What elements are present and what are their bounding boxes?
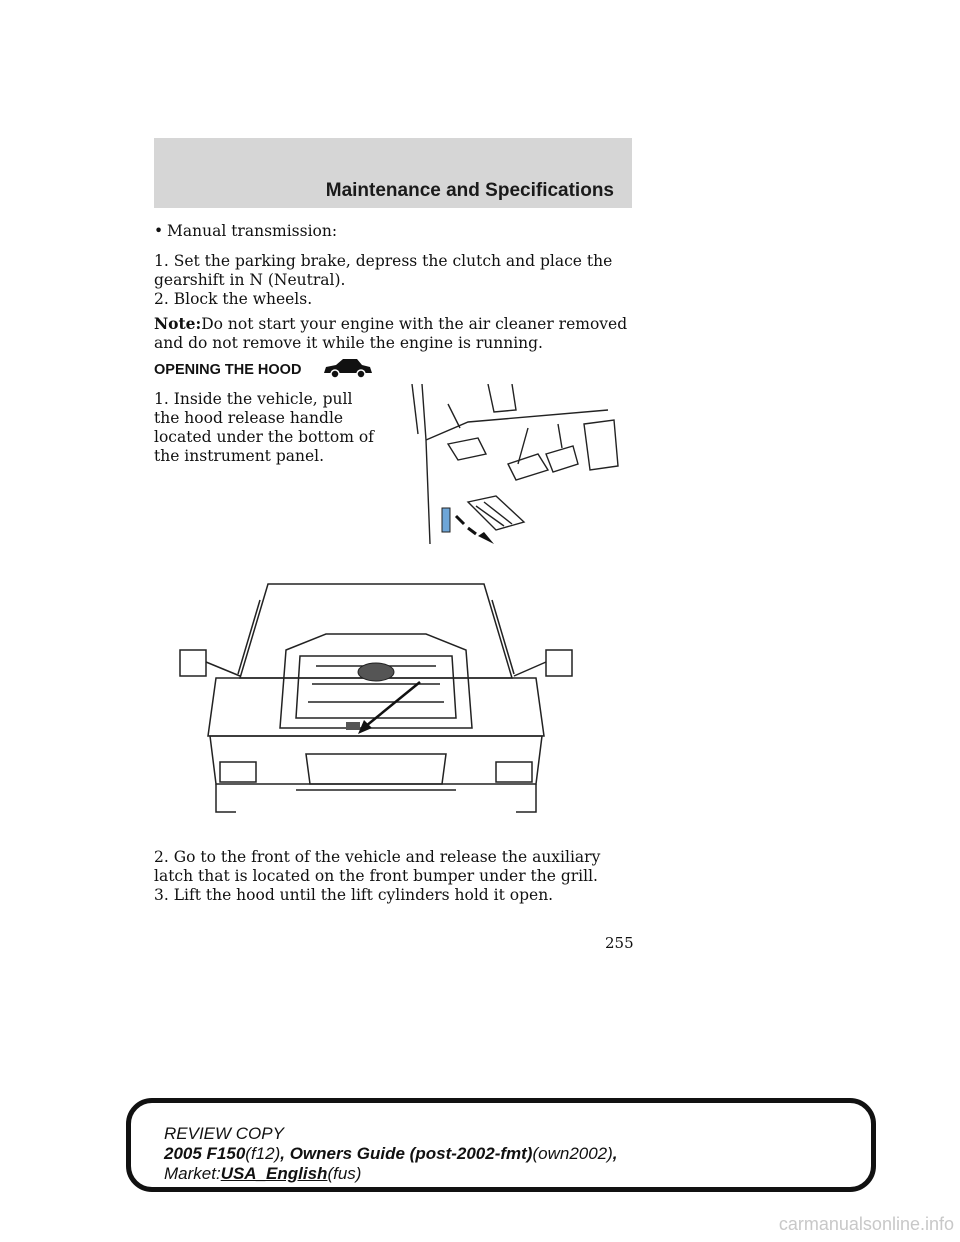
step-2: 2. Block the wheels. — [154, 290, 313, 308]
footer-market-code: (fus) — [327, 1164, 362, 1183]
footer-review-copy: REVIEW COPY — [164, 1124, 284, 1143]
truck-front-latch-figure — [176, 578, 580, 838]
bullet-item — [154, 222, 644, 241]
footer-market-line — [164, 1164, 361, 1184]
hood-step-3: 3. Lift the hood until the lift cylinders hold it open. — [154, 886, 554, 904]
site-watermark[interactable]: carmanualsonline.info — [778, 1214, 954, 1234]
note-paragraph — [154, 314, 644, 353]
step-1: 1. Set the parking brake, depress the clutch and place the gearshift in N (Neutral). — [154, 252, 613, 289]
footer-comma: , — [612, 1144, 618, 1163]
note-label: Note: — [154, 314, 202, 333]
car-icon — [322, 356, 374, 380]
footer-market-label: Market: — [164, 1164, 221, 1183]
pedal-release-handle-figure — [408, 384, 630, 554]
note-text: Do not start your engine with the air cleaner removed and do not remove it while the engine is running. — [154, 315, 628, 352]
footer-guide-code: (own2002) — [532, 1144, 613, 1163]
footer-market: USA_English — [220, 1164, 328, 1183]
bullet-dot: • — [154, 222, 164, 240]
footer-model-code: (f12) — [245, 1144, 281, 1163]
hood-step-1: 1. Inside the vehicle, pull the hood release handle located under the bottom of the instrument panel. — [154, 390, 374, 465]
footer-guide: , Owners Guide (post-2002-fmt) — [280, 1144, 533, 1163]
footer-model: 2005 F150 — [164, 1144, 246, 1163]
bullet-text: Manual transmission: — [167, 222, 338, 240]
page-header-title: Maintenance and Specifications — [325, 180, 614, 201]
section-heading: OPENING THE HOOD — [154, 362, 302, 378]
hood-step-2: 2. Go to the front of the vehicle and release the auxiliary latch that is located on the front bumper under the grill. — [154, 848, 601, 885]
footer-guide-line — [164, 1144, 618, 1164]
header-band — [154, 138, 632, 208]
page-number: 255 — [605, 934, 634, 952]
